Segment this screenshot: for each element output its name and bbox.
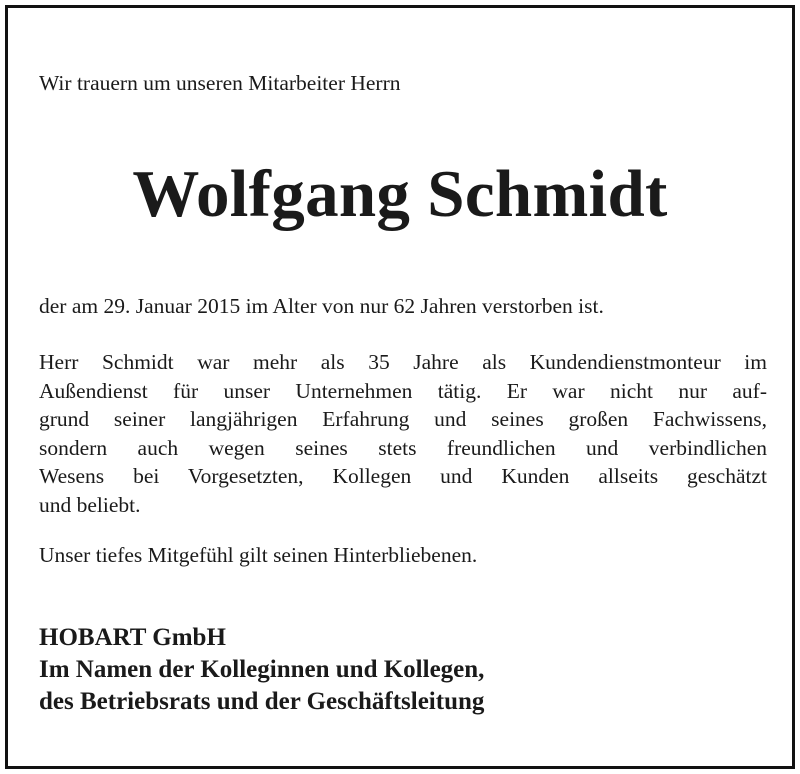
signature-line: des Betriebsrats und der Geschäftsleitung bbox=[39, 688, 485, 715]
tribute-line: Außendienst für unser Unternehmen tätig. Er war nicht nur auf- bbox=[39, 378, 767, 403]
tribute-line: Herr Schmidt war mehr als 35 Jahre als Kundendienstmonteur im bbox=[39, 350, 767, 374]
sympathy-text: Unser tiefes Mitgefühl gilt seinen Hinterbliebenen. bbox=[39, 543, 478, 567]
tribute-line: und beliebt. bbox=[39, 492, 141, 517]
tribute-paragraph bbox=[39, 348, 767, 519]
intro-text: Wir trauern um unseren Mitarbeiter Herrn bbox=[39, 71, 401, 95]
signature-line: Im Namen der Kolleginnen und Kollegen, bbox=[39, 656, 485, 683]
company-name: HOBART GmbH bbox=[39, 624, 226, 651]
tribute-line: grund seiner langjährigen Erfahrung und seines großen Fachwissens, bbox=[39, 407, 767, 431]
signature-block bbox=[39, 622, 484, 718]
deceased-name: Wolfgang Schmidt bbox=[132, 157, 668, 231]
tribute-line: sondern auch wegen seines stets freundlichen und verbindlichen bbox=[39, 435, 767, 460]
tribute-line: Wesens bei Vorgesetzten, Kollegen und Kunden allseits geschätzt bbox=[39, 464, 767, 488]
obituary-frame bbox=[5, 5, 795, 769]
obituary-content bbox=[8, 8, 792, 766]
death-statement: der am 29. Januar 2015 im Alter von nur 62 Jahren verstorben ist. bbox=[39, 294, 604, 318]
